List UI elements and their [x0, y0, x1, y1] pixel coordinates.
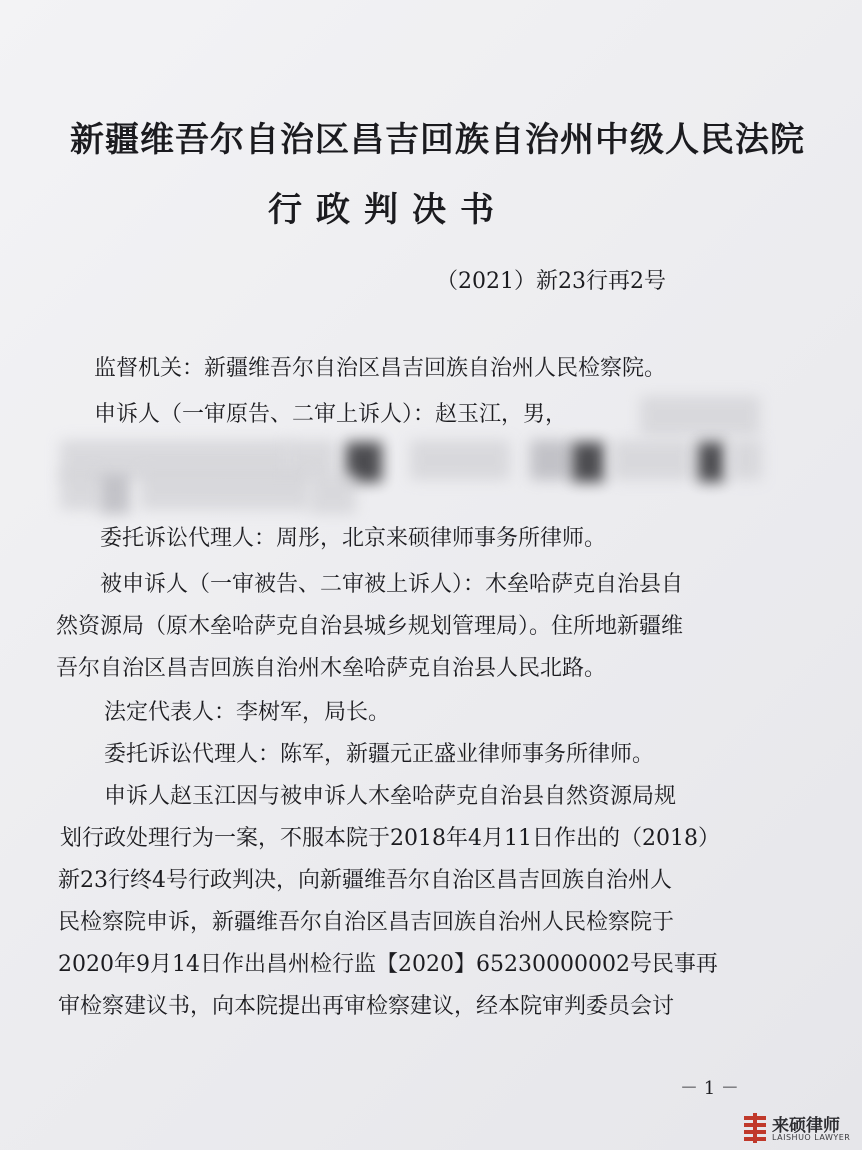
respondent-line-3: 吾尔自治区昌吉回族自治州木垒哈萨克自治县人民北路。	[56, 656, 607, 681]
body-paragraph-line-6: 审检察建议书，向本院提出再审检察建议，经本院审判委员会讨	[58, 994, 675, 1019]
petitioner-line: 申诉人（一审原告、二审上诉人）：赵玉江，男，	[94, 402, 568, 427]
laishuo-watermark	[742, 1111, 860, 1147]
legal-representative-line: 法定代表人：李树军，局长。	[104, 700, 391, 725]
redaction-block	[100, 474, 130, 514]
redaction-block	[60, 470, 100, 510]
case-number: （2021）新23行再2号	[436, 269, 666, 294]
redaction-block	[140, 470, 310, 510]
supervising-authority-line: 监督机关：新疆维吾尔自治区昌吉回族自治州人民检察院。	[94, 356, 667, 381]
respondent-line-2: 然资源局（原木垒哈萨克自治县城乡规划管理局）。住所地新疆维	[56, 614, 684, 639]
body-paragraph-line-1: 申诉人赵玉江因与被申诉人木垒哈萨克自治县自然资源局规	[104, 784, 677, 809]
redaction-block	[572, 442, 604, 482]
body-paragraph-line-4: 民检察院申诉，新疆维吾尔自治区昌吉回族自治州人民检察院于	[58, 910, 675, 935]
redaction-block	[640, 396, 760, 436]
watermark-english: LAISHUO LAWYER	[772, 1133, 851, 1142]
redaction-block	[612, 440, 692, 480]
redaction-block	[698, 442, 724, 482]
redaction-block	[530, 440, 570, 480]
redaction-block	[730, 440, 762, 480]
redaction-block	[310, 474, 356, 514]
body-paragraph-line-5: 2020年9月14日作出昌州检行监【2020】65230000002号民事再	[58, 952, 718, 977]
respondent-line-1: 被申诉人（一审被告、二审被上诉人）：木垒哈萨克自治县自	[100, 572, 684, 597]
respondent-agent-line: 委托诉讼代理人：陈军，新疆元正盛业律师事务所律师。	[104, 742, 655, 767]
document-type-heading: 行政判决书	[268, 190, 508, 230]
watermark-name: 来硕律师	[772, 1116, 840, 1136]
court-name-heading: 新疆维吾尔自治区昌吉回族自治州中级人民法院	[70, 120, 805, 160]
redaction-block	[410, 440, 510, 480]
body-paragraph-line-3: 新23行终4号行政判决，向新疆维吾尔自治区昌吉回族自治州人	[58, 868, 672, 893]
body-paragraph-line-2: 划行政处理行为一案，不服本院于2018年4月11日作出的（2018）	[60, 826, 720, 851]
petitioner-agent-line: 委托诉讼代理人：周彤，北京来硕律师事务所律师。	[100, 526, 607, 551]
page-number: － 1 －	[680, 1078, 739, 1099]
laishuo-logo-icon	[742, 1113, 768, 1143]
